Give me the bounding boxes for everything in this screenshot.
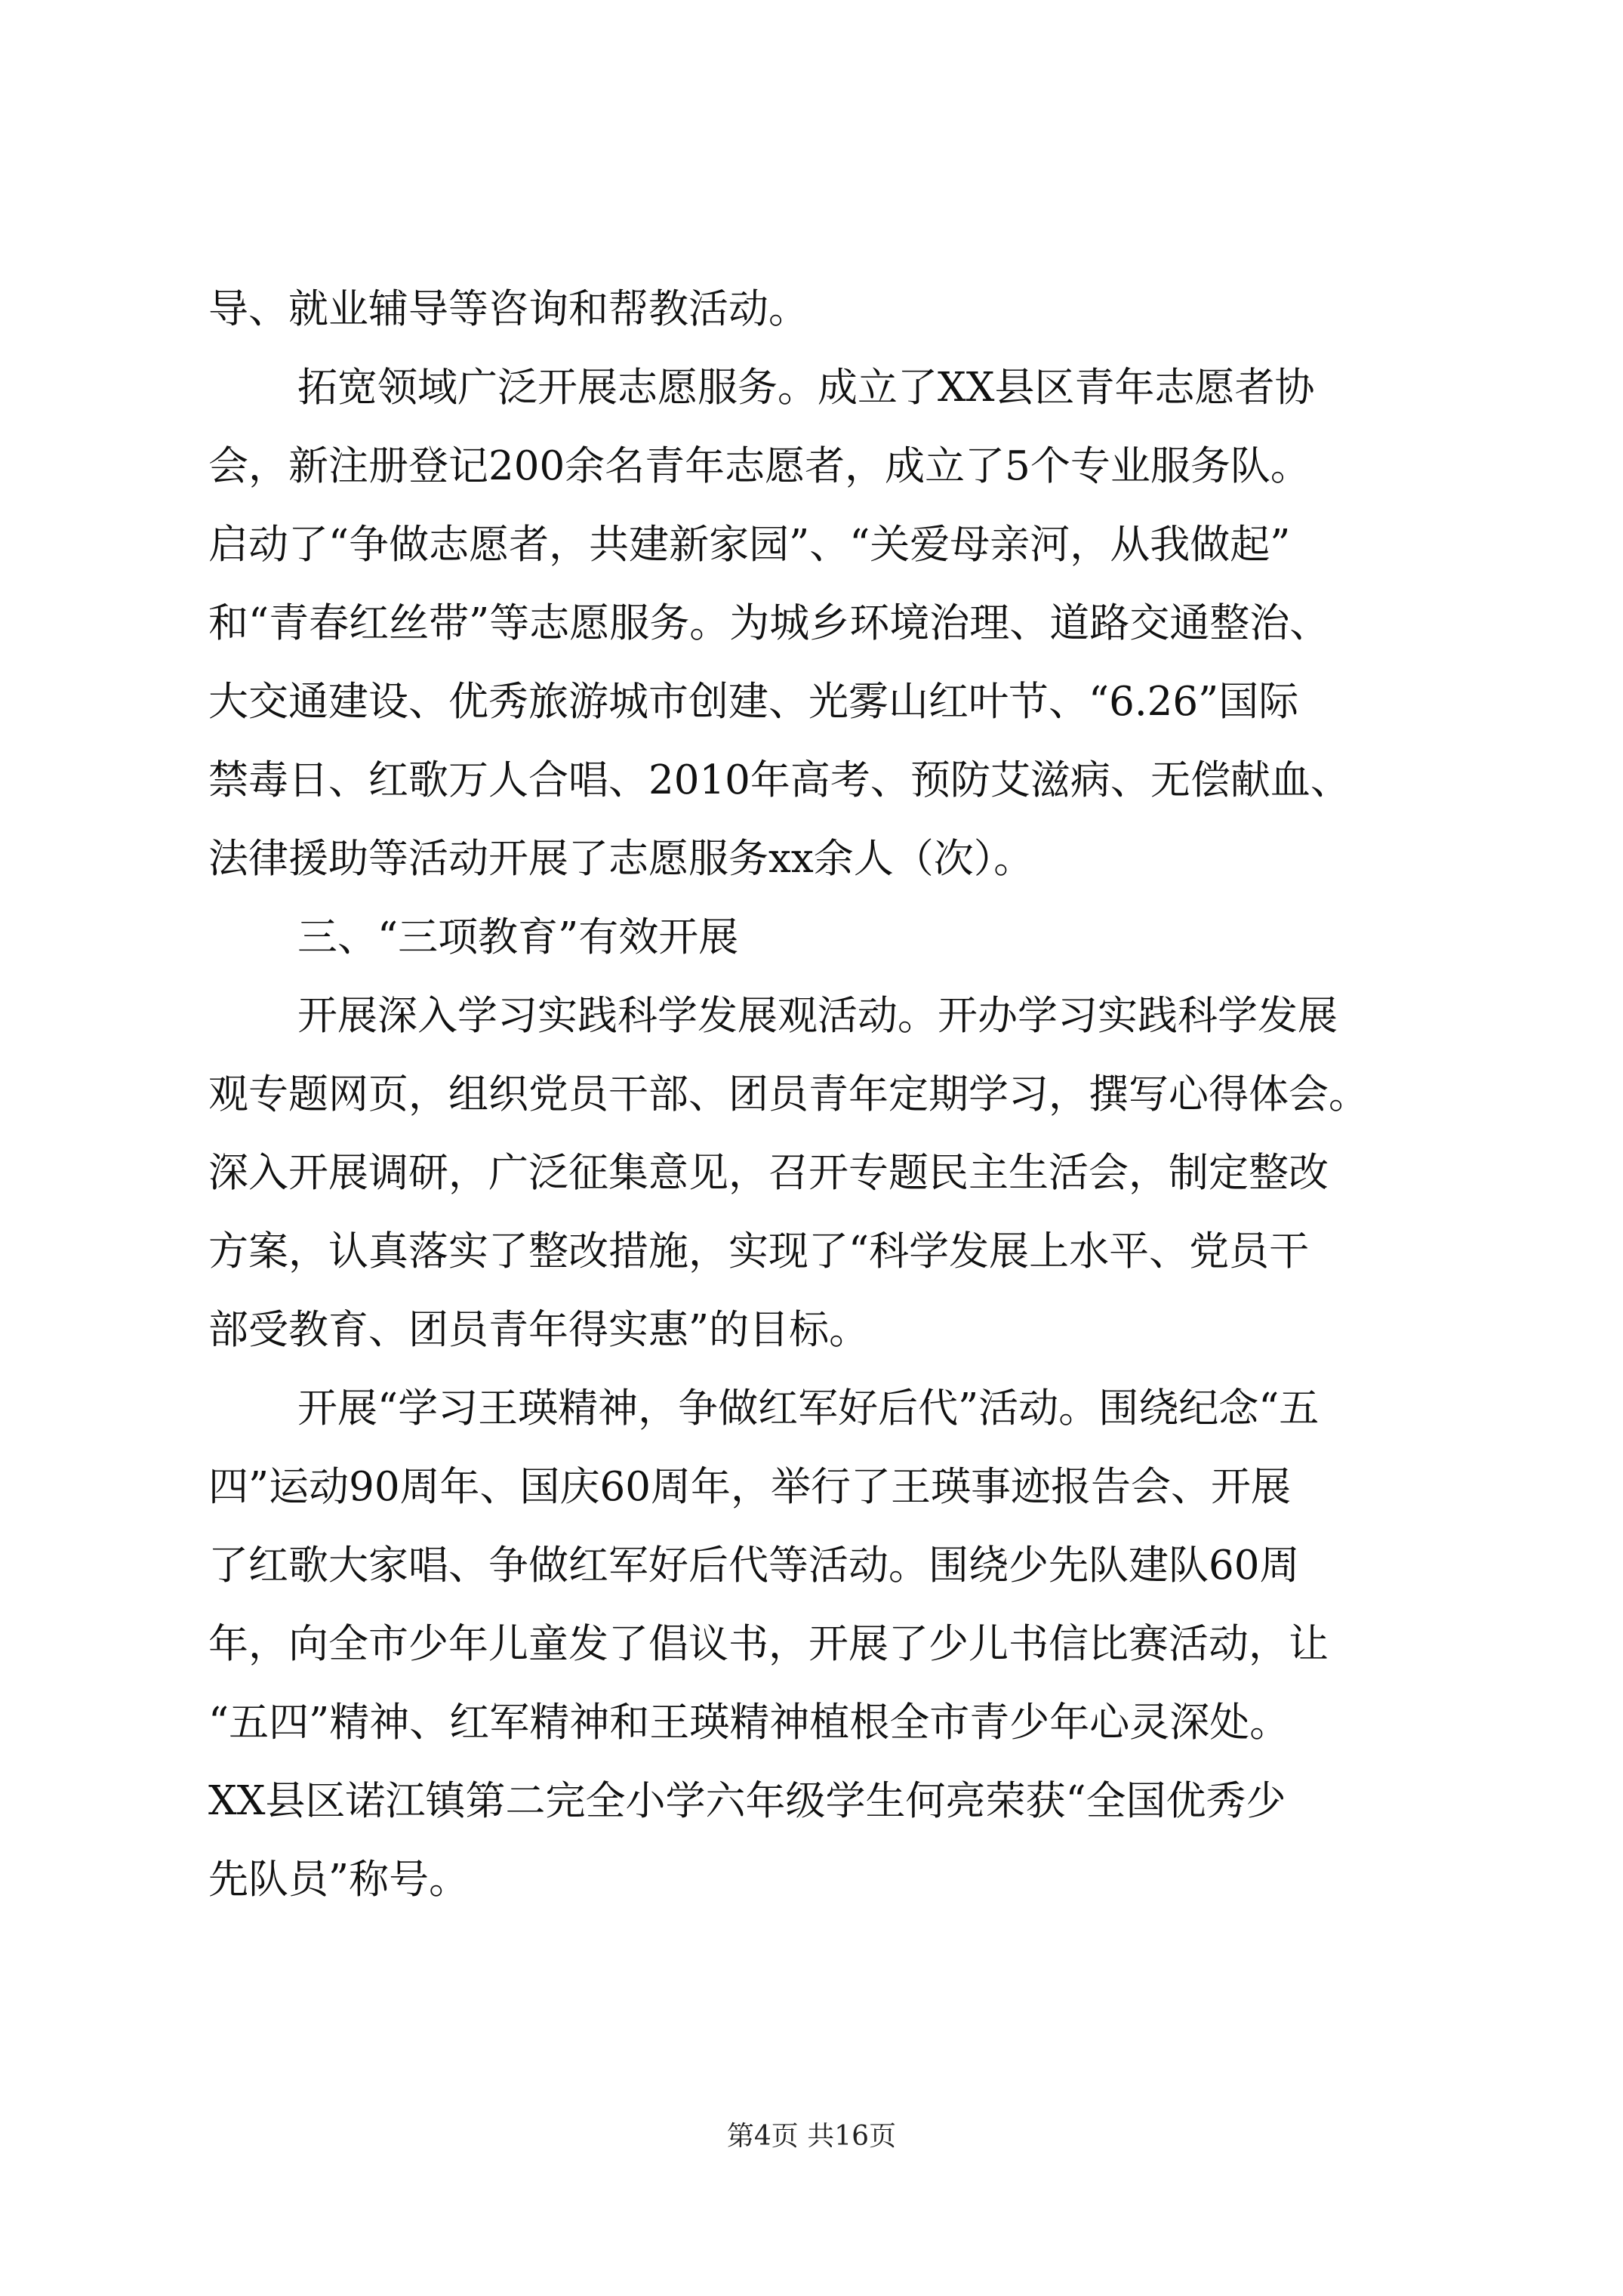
section-heading: 三、“三项教育”有效开展 (297, 914, 739, 960)
text-line-16: 四”运动90周年、国庆60周年，举行了王瑛事迹报告会、开展 (208, 1464, 1291, 1510)
text-line-12: 深入开展调研，广泛征集意见，召开专题民主生活会，制定整改 (208, 1150, 1329, 1196)
text-line-13: 方案，认真落实了整改措施，实现了“科学发展上水平、党员干 (208, 1228, 1310, 1274)
text-line-15: 开展“学习王瑛精神，争做红军好后代”活动。围绕纪念“五 (297, 1385, 1320, 1432)
text-line-19: “五四”精神、红军精神和王瑛精神植根全市青少年心灵深处。 (208, 1700, 1290, 1746)
text-line-2: 拓宽领域广泛开展志愿服务。成立了XX县区青年志愿者协 (297, 365, 1315, 411)
text-line-11: 观专题网页，组织党员干部、团员青年定期学习，撰写心得体会。 (208, 1071, 1369, 1117)
text-line-17: 了红歌大家唱、争做红军好后代等活动。围绕少先队建队60周 (208, 1542, 1300, 1589)
text-line-7: 禁毒日、红歌万人合唱、2010年高考、预防艾滋病、无偿献血、 (208, 757, 1350, 803)
text-line-3: 会，新注册登记200余名青年志愿者，成立了5个专业服务队。 (208, 443, 1310, 489)
text-line-1: 导、就业辅导等咨询和帮教活动。 (208, 286, 808, 332)
text-line-14: 部受教育、团员青年得实惠”的目标。 (208, 1307, 870, 1353)
text-line-21: 先队员”称号。 (208, 1857, 470, 1903)
text-line-5: 和“青春红丝带”等志愿服务。为城乡环境治理、道路交通整治、 (208, 600, 1330, 646)
text-line-8: 法律援助等活动开展了志愿服务xx余人（次）。 (208, 836, 1034, 882)
page-footer: 第4页 共16页 (726, 2121, 897, 2152)
text-line-10: 开展深入学习实践科学发展观活动。开办学习实践科学发展 (297, 993, 1338, 1039)
text-line-18: 年，向全市少年儿童发了倡议书，开展了少儿书信比赛活动，让 (208, 1621, 1329, 1667)
text-line-4: 启动了“争做志愿者，共建新家园”、“关爱母亲河，从我做起” (208, 522, 1291, 568)
document-body (208, 270, 1431, 1919)
text-line-20: XX县区诺江镇第二完全小学六年级学生何亮荣获“全国优秀少 (208, 1778, 1286, 1824)
text-line-6: 大交通建设、优秀旅游城市创建、光雾山红叶节、“6.26”国际 (208, 679, 1299, 725)
